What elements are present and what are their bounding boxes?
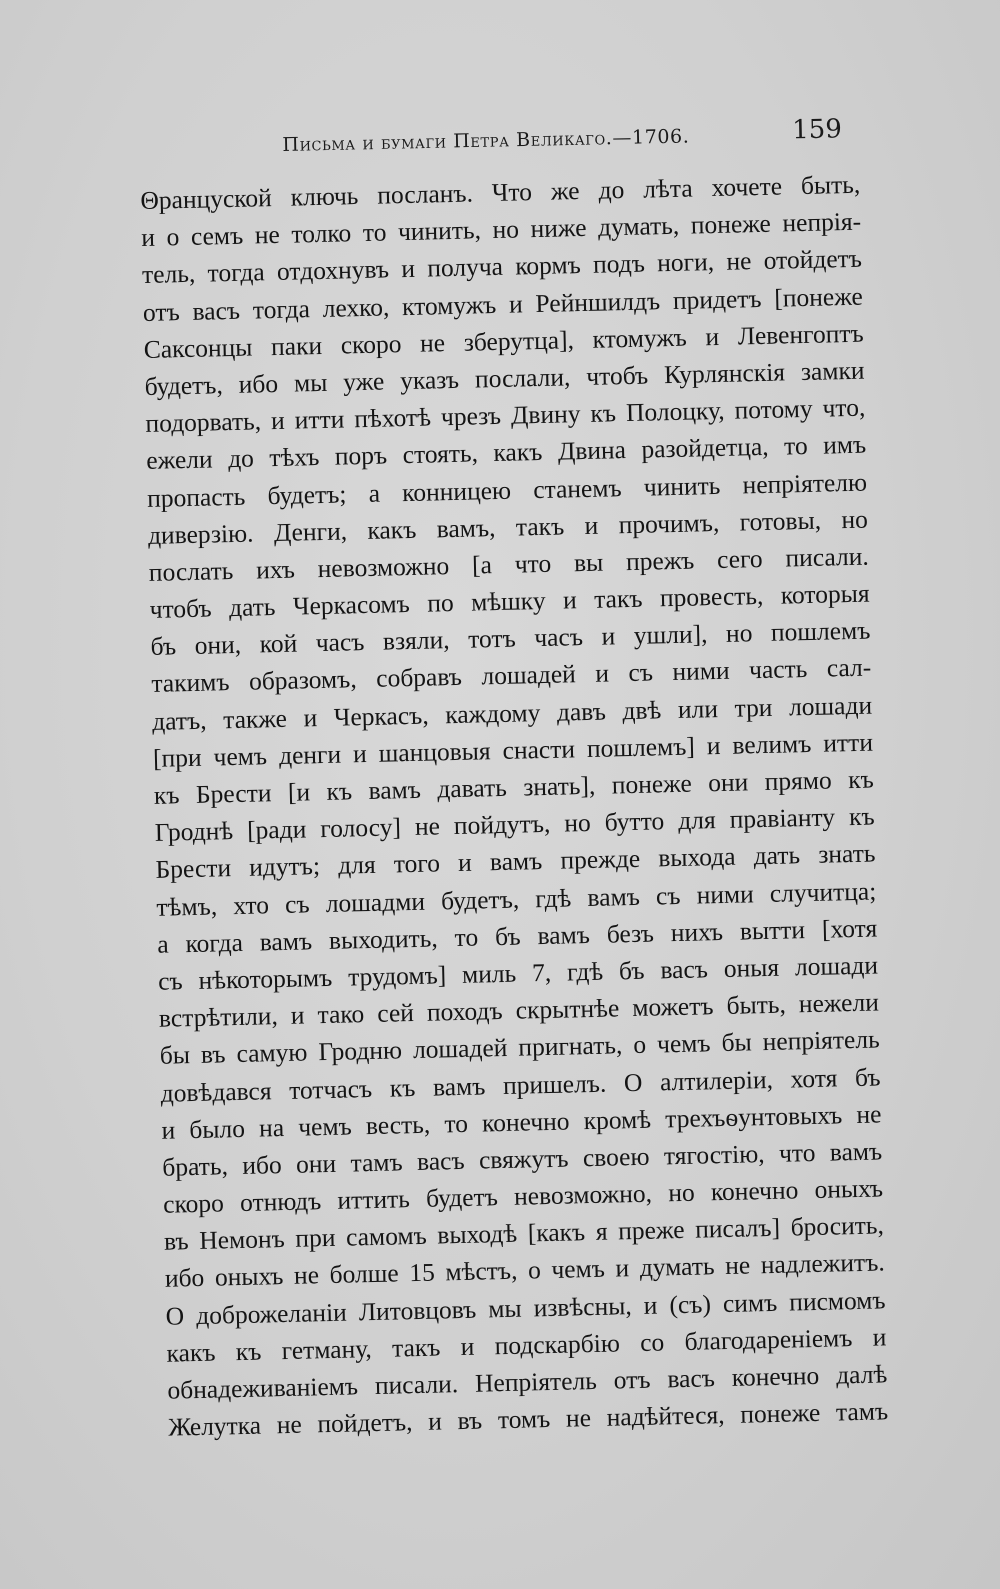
text-line: отъ васъ тогда лехко, ктомужъ и Рейншилдъ придетъ [понеже [142, 281, 864, 327]
text-line: ежели до тѣхъ поръ стоять, какъ Двина разойдетца, то имъ [145, 429, 867, 476]
text-line: съ нѣкоторымъ трудомъ] миль 7, гдѣ бъ васъ оныя лошади [157, 950, 879, 996]
text-line: бы въ самую Гродню лошадей пригнать, о чемъ бы непрiятель [159, 1024, 880, 1071]
text-line: Брести идутъ; для того и вамъ прежде выхода дать знать [155, 838, 876, 885]
text-line: скоро отнюдъ иттить будетъ невозможно, но конечно оныхъ [162, 1173, 884, 1219]
page-number: 159 [791, 114, 843, 146]
text-line: Желутка не пойдетъ, и въ томъ не надѣйтеся, понеже тамъ [167, 1396, 889, 1442]
text-line: подорвать, и итти пѣхотѣ чрезъ Двину къ Полоцку, потому что, [145, 392, 866, 439]
text-line: пропасть будетъ; а конницею станемъ чинить непрiятелю [146, 467, 868, 513]
text-line: тѣмъ, хто съ лошадми будетъ, гдѣ вамъ съ ними случитца; [156, 876, 877, 922]
text-line: [при чемъ денги и шанцовыя снасти пошлемъ] и велимъ итти [152, 727, 874, 773]
text-line: будетъ, ибо мы уже указъ послали, чтобъ Курлянскiя замки [144, 355, 865, 401]
text-line: диверзiю. Денги, какъ вамъ, такъ и прочимъ, готовы, но [147, 504, 869, 550]
text-line: послать ихъ невозможно [а что вы прежъ сего писали. [148, 541, 870, 587]
text-line: и было на чемъ весть, то конечно кромѣ трехъѳунтовыхъ не [161, 1099, 882, 1145]
text-line: въ Немонъ при самомъ выходѣ [какъ я преже писалъ] бросить, [163, 1210, 885, 1256]
text-line: Θранцуской ключь посланъ. Что же до лѣта хочете быть, [140, 169, 861, 215]
text-line: ибо оныхъ не болше 15 мѣстъ, о чемъ и думать не надлежитъ. [164, 1247, 886, 1294]
text-line: брать, ибо они тамъ васъ свяжутъ своею тягостiю, что вамъ [162, 1136, 883, 1182]
text-line: чтобъ дать Черкасомъ по мѣшку и такъ провесть, которыя [149, 578, 870, 624]
text-line: О доброжеланiи Литовцовъ мы извѣсны, и (съ) симъ писмомъ [165, 1285, 886, 1331]
text-line: тель, тогда отдохнувъ и получа кормъ подъ ноги, не отойдетъ [141, 244, 863, 290]
body-text [140, 166, 889, 1446]
text-line: обнадеживанiемъ писали. Непрiятель отъ васъ конечно далѣ [167, 1359, 888, 1405]
running-head: Письма и бумаги Петра Великаго.—1706. [282, 125, 690, 156]
page-header [282, 114, 843, 166]
text-line: и о семъ не толко то чинить, но ниже думать, понеже непрiя- [140, 206, 862, 253]
text-line: довѣдався тотчасъ къ вамъ пришелъ. О алтилерiи, хотя бъ [160, 1061, 881, 1108]
text-line: бъ они, кой часъ взяли, тотъ часъ и ушли], но пошлемъ [150, 615, 871, 662]
text-line: датъ, также и Черкасъ, каждому давъ двѣ или три лошади [151, 690, 873, 736]
text-line: Гроднѣ [ради голосу] не пойдутъ, но бутто для правiанту къ [154, 801, 875, 848]
text-line: такимъ образомъ, собравъ лошадей и съ ними часть сал- [151, 652, 872, 699]
text-line: какъ къ гетману, такъ и подскарбiю со благодаренiемъ и [166, 1322, 887, 1368]
text-line: а когда вамъ выходить, то бъ вамъ безъ нихъ вытти [хотя [156, 913, 878, 959]
text-line: Саксонцы паки скоро не зберутца], ктомужъ и Левенгоптъ [143, 318, 864, 364]
text-line: встрѣтили, и тако сей походъ скрытнѣе можетъ быть, нежели [158, 987, 880, 1033]
text-line: къ Брести [и къ вамъ давать знать], понеже они прямо къ [153, 764, 875, 810]
